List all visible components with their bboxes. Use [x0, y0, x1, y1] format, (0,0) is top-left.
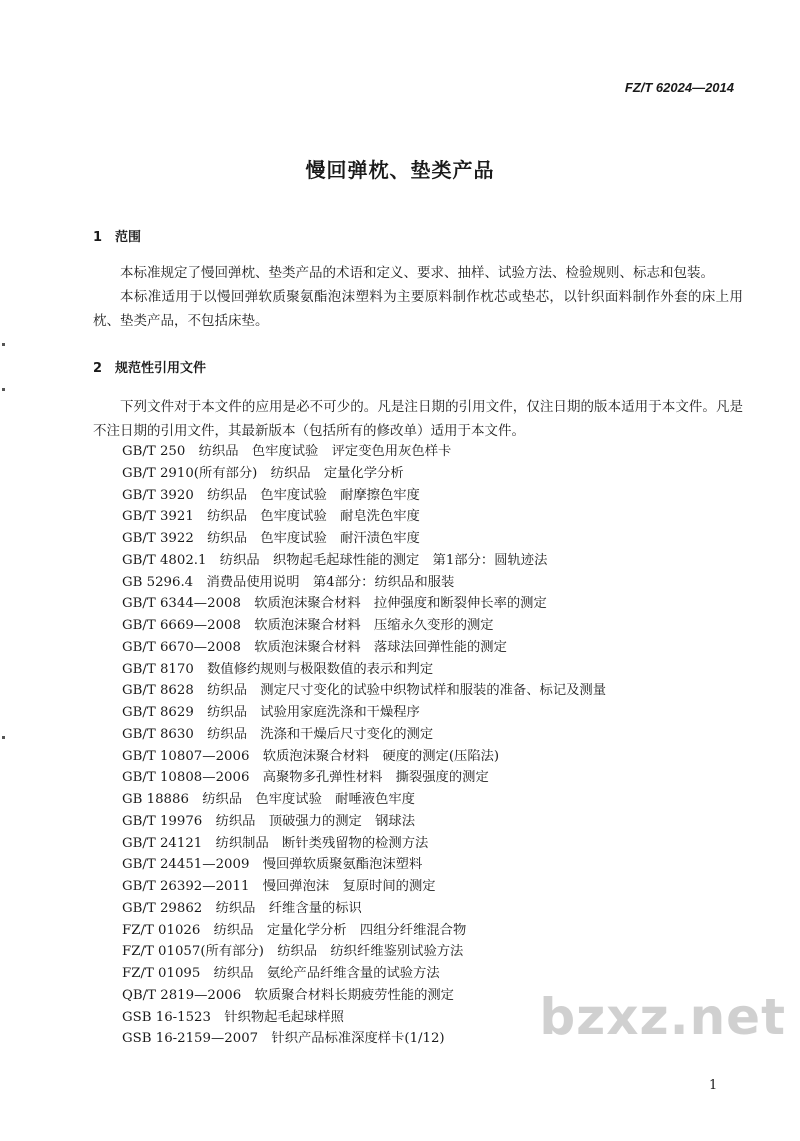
reference-item: GB/T 29862 纺织品 纤维含量的标识 — [122, 900, 362, 916]
reference-item: GB/T 4802.1 纺织品 织物起毛起球性能的测定 第1部分：圆轨迹法 — [122, 552, 548, 568]
reference-item: GB/T 6344—2008 软质泡沫聚合材料 拉伸强度和断裂伸长率的测定 — [122, 596, 547, 612]
reference-item: QB/T 2819—2006 软质聚合材料长期疲劳性能的测定 — [122, 987, 454, 1003]
paragraph: 本标准适用于以慢回弹软质聚氨酯泡沫塑料为主要原料制作枕芯或垫芯，以针织面料制作外套的床上用枕、垫类产品，不包括床垫。 — [93, 289, 743, 329]
reference-item: GB/T 10808—2006 高聚物多孔弹性材料 撕裂强度的测定 — [122, 770, 489, 786]
standard-code: FZ/T 62024—2014 — [624, 80, 734, 95]
reference-item: GB/T 3920 纺织品 色牢度试验 耐摩擦色牢度 — [122, 487, 420, 503]
reference-item: GSB 16-1523 针织物起毛起球样照 — [122, 1009, 344, 1025]
section-1-heading — [93, 226, 141, 245]
reference-item: GB/T 3922 纺织品 色牢度试验 耐汗渍色牢度 — [122, 531, 420, 546]
reference-item: GB/T 8629 纺织品 试验用家庭洗涤和干燥程序 — [122, 705, 420, 720]
scan-mark — [2, 736, 5, 739]
scan-mark — [2, 388, 5, 391]
reference-item: GB/T 2910(所有部分) 纺织品 定量化学分析 — [122, 465, 404, 481]
paragraph: 下列文件对于本文件的应用是必不可少的。凡是注日期的引用文件，仅注日期的版本适用于本文件。凡是不注日期的引用文件，其最新版本（包括所有的修改单）适用于本文件。 — [93, 399, 743, 439]
document-title: 慢回弹枕、垫类产品 — [305, 158, 495, 182]
section-title: 范围 — [115, 230, 142, 245]
page-number: 1 — [709, 1078, 718, 1093]
section-number: 2 — [93, 361, 103, 376]
reference-item: GB/T 26392—2011 慢回弹泡沫 复原时间的测定 — [122, 879, 436, 894]
paragraph: 本标准规定了慢回弹枕、垫类产品的术语和定义、要求、抽样、试验方法、检验规则、标志和包装。 — [120, 265, 714, 281]
reference-item: GB 18886 纺织品 色牢度试验 耐唾液色牢度 — [122, 792, 415, 807]
reference-item: GB/T 10807—2006 软质泡沫聚合材料 硬度的测定(压陷法) — [122, 748, 500, 764]
section-2-heading — [93, 357, 206, 376]
reference-item: GB/T 8628 纺织品 测定尺寸变化的试验中织物试样和服装的准备、标记及测量 — [122, 683, 607, 699]
reference-item: GB/T 3921 纺织品 色牢度试验 耐皂洗色牢度 — [122, 509, 420, 525]
reference-item: GB/T 6670—2008 软质泡沫聚合材料 落球法回弹性能的测定 — [122, 639, 507, 655]
section-number: 1 — [93, 230, 103, 245]
reference-item: GB/T 19976 纺织品 顶破强力的测定 钢球法 — [122, 813, 416, 829]
reference-item: GB/T 24121 纺织制品 断针类残留物的检测方法 — [122, 835, 429, 851]
reference-item: FZ/T 01057(所有部分) 纺织品 纺织纤维鉴别试验方法 — [122, 944, 464, 960]
reference-list — [122, 441, 742, 1050]
scan-mark — [2, 343, 5, 346]
reference-item: GB 5296.4 消费品使用说明 第4部分：纺织品和服装 — [122, 574, 455, 590]
section-title: 规范性引用文件 — [115, 361, 207, 376]
reference-item: FZ/T 01095 纺织品 氨纶产品纤维含量的试验方法 — [122, 966, 440, 981]
reference-item: GSB 16-2159—2007 针织产品标准深度样卡(1/12) — [122, 1031, 445, 1047]
reference-item: GB/T 8630 纺织品 洗涤和干燥后尺寸变化的测定 — [122, 726, 434, 742]
reference-item: GB/T 250 纺织品 色牢度试验 评定变色用灰色样卡 — [122, 444, 452, 459]
reference-item: GB/T 6669—2008 软质泡沫聚合材料 压缩永久变形的测定 — [122, 618, 494, 633]
reference-item: GB/T 8170 数值修约规则与极限数值的表示和判定 — [122, 661, 434, 677]
watermark: bzxz.net — [539, 988, 786, 1046]
reference-item: FZ/T 01026 纺织品 定量化学分析 四组分纤维混合物 — [122, 922, 467, 938]
reference-item: GB/T 24451—2009 慢回弹软质聚氨酯泡沫塑料 — [122, 857, 423, 873]
